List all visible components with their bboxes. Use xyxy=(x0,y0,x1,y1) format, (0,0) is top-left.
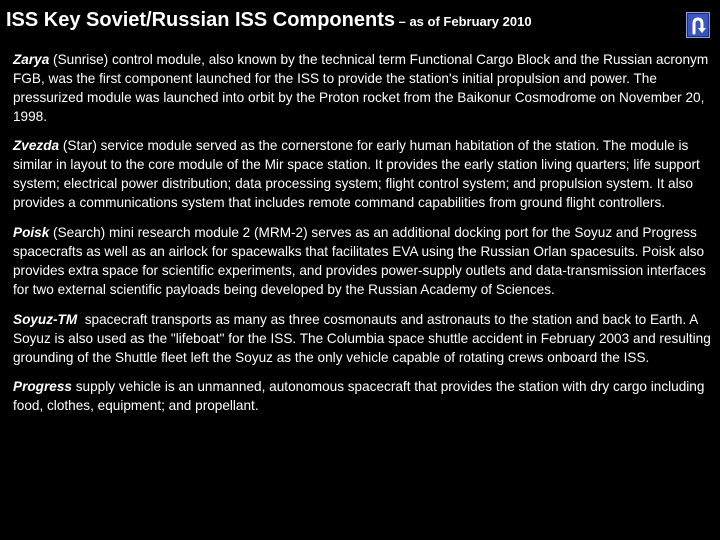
paragraph-zvezda xyxy=(13,136,713,212)
slide-title xyxy=(6,7,676,35)
description-progress: supply vehicle is an unmanned, autonomous spacecraft that provides the station with dry cargo including food, clothes, equipment; and propellant. xyxy=(13,379,705,413)
description-poisk: (Search) mini research module 2 (MRM-2) serves as an additional docking port for the Soyuz and Progress spacecrafts as well as an airlock for spacewalks that facilitates EVA using the Russian Orlan spacesuits. Poisk also provides extra space for scientific experiments, and provides power-supply outlets and data-transmission interfaces for two external scientific payloads being developed by the Russian Academy of Sciences. xyxy=(13,225,706,297)
paragraph-progress xyxy=(13,377,713,415)
u-turn-return-icon xyxy=(687,13,709,37)
paragraph-zarya xyxy=(13,50,713,126)
slide-body xyxy=(13,50,713,425)
slide-title-subtitle: – as of February 2010 xyxy=(394,14,532,29)
term-progress: Progress xyxy=(13,379,72,394)
paragraph-poisk xyxy=(13,223,713,299)
term-poisk: Poisk xyxy=(13,225,50,240)
slide-title-main: ISS Key Soviet/Russian ISS Components xyxy=(6,9,395,31)
term-soyuz-tm: Soyuz-TM xyxy=(13,312,78,327)
return-button[interactable] xyxy=(686,12,710,38)
description-zarya: (Sunrise) control module, also known by the technical term Functional Cargo Block and the Russian acronym FGB, was the first component launched for the ISS to provide the station's initial propulsion and power. The pressurized module was launched into orbit by the Proton rocket from the Baikonur Cosmodrome on November 20, 1998. xyxy=(13,52,709,124)
description-zvezda: (Star) service module served as the cornerstone for early human habitation of the station. The module is similar in layout to the core module of the Mir space station. It provides the early station living quarters; life support system; electrical power distribution; data processing system; flight control system; and propulsion system. It also provides a communications system that includes remote command capabilities from ground flight controllers. xyxy=(13,138,700,210)
description-soyuz-tm: spacecraft transports as many as three cosmonauts and astronauts to the station and back to Earth. A Soyuz is also used as the "lifeboat" for the ISS. The Columbia space shuttle accident in February 2003 and resulting grounding of the Shuttle fleet left the Soyuz as the only vehicle capable of rotating crews onboard the ISS. xyxy=(13,312,715,365)
paragraph-soyuz-tm xyxy=(13,310,713,367)
term-zvezda: Zvezda xyxy=(13,138,60,153)
term-zarya: Zarya xyxy=(13,52,50,67)
